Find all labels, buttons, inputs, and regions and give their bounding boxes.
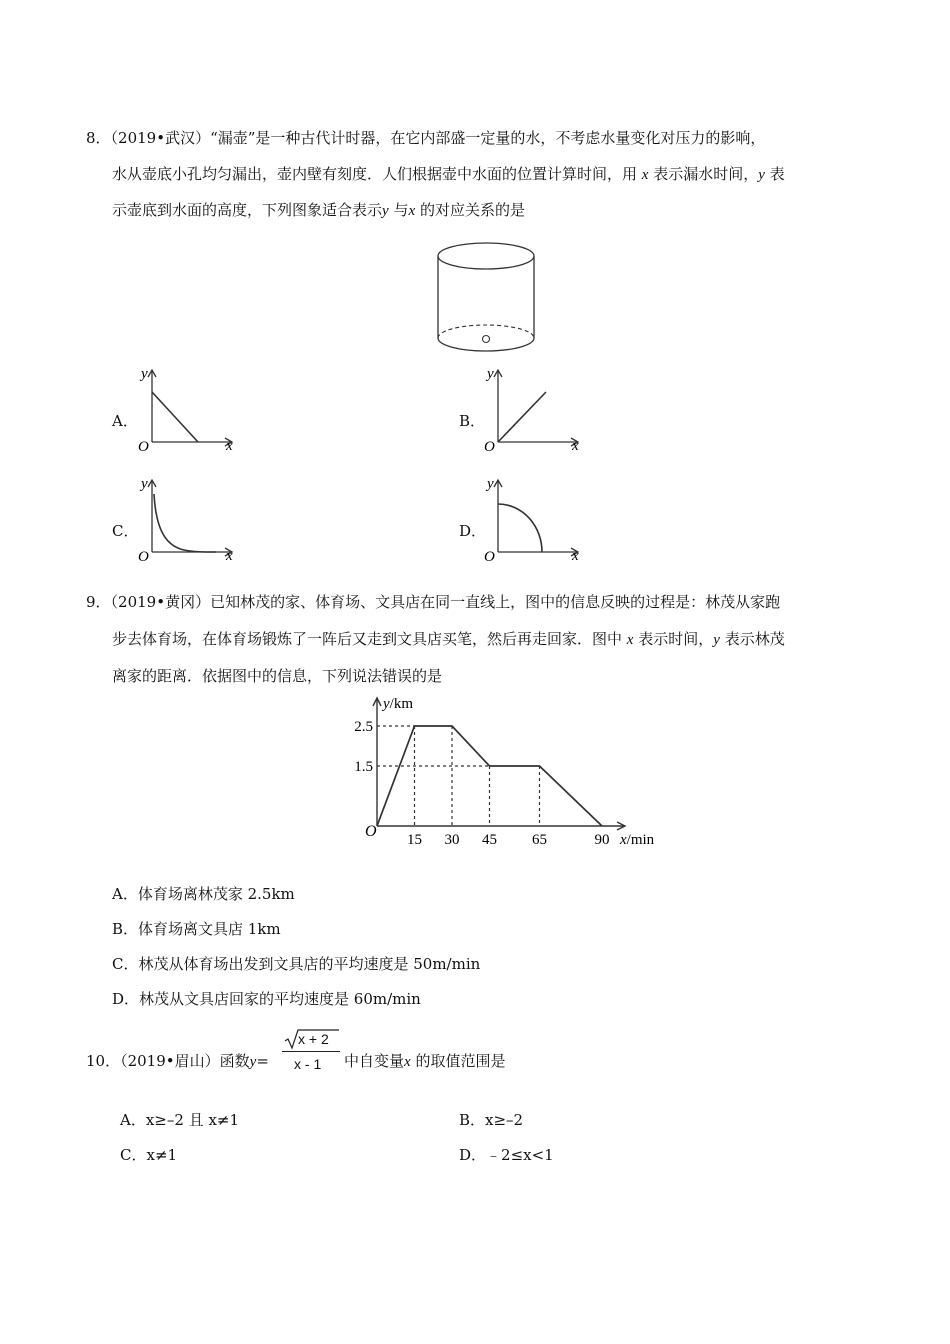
q10-number: 10． — [86, 1052, 121, 1070]
q10-numerator: x + 2 — [298, 1031, 329, 1047]
q9-var-y: y — [713, 632, 720, 648]
q9-line2 — [112, 629, 785, 650]
q10-line1 — [86, 1051, 269, 1072]
x-label: x — [572, 548, 579, 564]
q8-option-b-label[interactable]: B． — [459, 412, 486, 430]
x-tick-label-30: 30 — [444, 832, 460, 848]
y-tick-label-2.5: 2.5 — [354, 719, 373, 735]
q8-var-y-2: y — [382, 203, 389, 219]
q8-var-x-2: x — [408, 203, 416, 219]
q8-line2 — [112, 164, 785, 185]
origin-label: O — [138, 439, 149, 455]
q10-option-b-label: B． — [459, 1111, 486, 1129]
y-label: y — [141, 366, 148, 382]
x-label: x — [572, 438, 579, 454]
q10-option-d-label: D． — [459, 1146, 487, 1164]
q8-text-3c: 的对应关系的是 — [419, 201, 525, 219]
q9-number: 9． — [86, 593, 111, 611]
q8-text-3a: 示壶底到水面的高度，下列图象适合表示 — [112, 201, 383, 219]
q9-option-d[interactable]: D．林茂从文具店回家的平均速度是 60m/min — [112, 990, 421, 1008]
x-label: x — [226, 548, 233, 564]
q10-line1-tail — [344, 1051, 505, 1072]
x-tick-label-90: 90 — [594, 832, 610, 848]
q9-text-2c: 表示林茂 — [724, 630, 785, 648]
q9-option-b[interactable]: B．体育场离文具店 1km — [112, 920, 281, 938]
q10-option-b-text: x≥–2 — [485, 1111, 524, 1129]
q9-var-x: x — [626, 632, 634, 648]
q10-source: （2019•眉山） — [120, 1052, 220, 1070]
q8-text-2c: 表 — [769, 165, 785, 183]
x-tick-label-65: 65 — [532, 832, 547, 848]
x-tick-label-45: 45 — [482, 832, 497, 848]
origin-label: O — [484, 439, 495, 455]
q10-option-c-text: x≠1 — [146, 1146, 178, 1164]
q8-option-a-label[interactable]: A． — [112, 412, 138, 430]
graph-curve — [154, 494, 216, 552]
q10-equals: = — [256, 1052, 269, 1070]
origin-label: O — [138, 549, 149, 565]
q9-option-a[interactable]: A．体育场离林茂家 2.5km — [112, 885, 295, 903]
q8-source: （2019•武汉） — [110, 129, 211, 147]
q9-distance-time-chart — [345, 692, 655, 852]
q8-option-d-graph[interactable] — [478, 472, 588, 564]
y-label: y — [487, 476, 494, 492]
q8-text-2b: 表示漏水时间， — [653, 165, 759, 183]
q8-number: 8． — [86, 129, 111, 147]
q10-option-c[interactable] — [120, 1145, 177, 1165]
q10-suffix-end: 的取值范围是 — [415, 1052, 506, 1070]
y-tick-label-1.5: 1.5 — [354, 759, 373, 775]
q8-text-1: “漏壶”是一种古代计时器，在它内部盛一定量的水，不考虑水量变化对压力的影响， — [210, 129, 766, 147]
q8-option-d-label[interactable]: D． — [459, 522, 487, 540]
q8-var-x: x — [641, 167, 649, 183]
q9-text-2b: 表示时间， — [638, 630, 714, 648]
q10-option-a[interactable] — [120, 1110, 239, 1130]
x-label: x — [226, 438, 233, 454]
y-label: y — [141, 476, 148, 492]
q8-line1 — [86, 128, 765, 148]
q10-suffix-var: x — [404, 1054, 411, 1070]
origin-label: O — [365, 823, 377, 840]
q8-option-c-label[interactable]: C． — [112, 522, 139, 540]
q8-var-y: y — [758, 167, 765, 183]
q8-option-a-graph[interactable] — [132, 362, 242, 454]
graph-line — [152, 392, 198, 442]
x-axis-label: x/min — [620, 832, 655, 848]
q10-fraction — [282, 1026, 340, 1076]
q9-option-c[interactable]: C．林茂从体育场出发到文具店的平均速度是 50m/min — [112, 955, 481, 973]
q10-option-d[interactable] — [459, 1145, 554, 1165]
q10-option-c-label: C． — [120, 1146, 147, 1164]
x-tick-label-15: 15 — [407, 832, 422, 848]
q9-source: （2019•黄冈） — [110, 593, 211, 611]
fraction-bar — [282, 1051, 340, 1052]
origin-label: O — [484, 549, 495, 565]
q8-text-2a: 水从壶底小孔均匀漏出，壶内壁有刻度．人们根据壶中水面的位置计算时间，用 — [112, 165, 638, 183]
q10-suffix: 中自变量 — [344, 1052, 405, 1070]
q9-line1 — [86, 592, 780, 612]
q10-option-b[interactable] — [459, 1110, 523, 1130]
q10-option-a-label: A． — [120, 1111, 146, 1129]
leaking-pot-illustration — [430, 236, 545, 361]
q8-option-b-graph[interactable] — [478, 362, 588, 454]
q9-text-2a: 步去体育场，在体育场锻炼了一阵后又走到文具店买笔，然后再走回家．图中 — [112, 630, 623, 648]
q8-text-3b: 与 — [393, 201, 409, 219]
q8-line3 — [112, 200, 525, 221]
q10-option-d-text: ﹣2≤x<1 — [486, 1146, 554, 1164]
q8-option-c-graph[interactable] — [132, 472, 242, 564]
graph-line — [498, 392, 546, 442]
q10-func-var: y — [249, 1054, 257, 1070]
q10-prefix: 函数 — [219, 1052, 250, 1070]
q9-line3: 离家的距离．依据图中的信息，下列说法错误的是 — [112, 667, 443, 685]
q10-option-a-text: x≥–2 且 x≠1 — [145, 1111, 240, 1129]
q9-text-1: 已知林茂的家、体育场、文具店在同一直线上，图中的信息反映的过程是：林茂从家跑 — [210, 593, 781, 611]
q10-denominator: x - 1 — [294, 1056, 322, 1072]
graph-arc — [498, 504, 542, 552]
y-label: y — [487, 366, 494, 382]
y-axis-label: y/km — [383, 696, 414, 712]
